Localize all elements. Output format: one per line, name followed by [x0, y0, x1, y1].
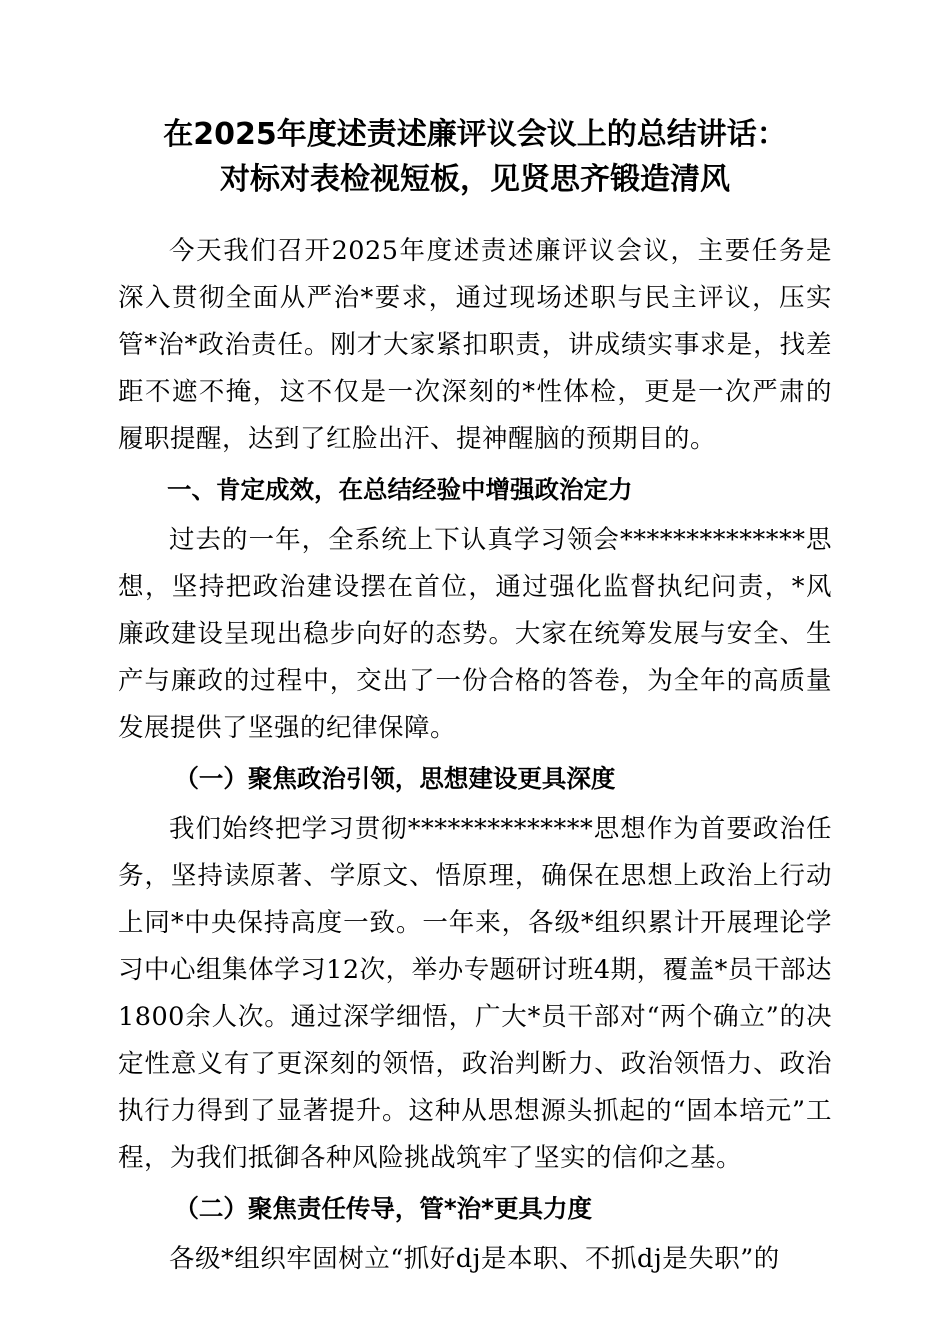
intro-paragraph: 今天我们召开2025年度述责述廉评议会议，主要任务是深入贯彻全面从严治*要求，通过现场述职与民主评议，压实管*治*政治责任。刚才大家紧扣职责，讲成绩实事求是，找差距不遮不掩，这不仅是一次深刻的*性体检，更是一次严肃的履职提醒，达到了红脸出汗、提神醒脑的预期目的。: [118, 236, 832, 454]
subsection-1-paragraph: 我们始终把学习贯彻**************思想作为首要政治任务，坚持读原著、学原文、悟原理，确保在思想上政治上行动上同*中央保持高度一致。一年来，各级*组织累计开展理论学习中心组集体学习12次，举办专题研讨班4期，覆盖*员干部达1800余人次。通过深学细悟，广大*员干部对“两个确立”的决定性意义有了更深刻的领悟，政治判断力、政治领悟力、政治执行力得到了显著提升。这种从思想源头抓起的“固本培元”工程，为我们抵御各种风险挑战筑牢了坚实的信仰之基。: [118, 814, 832, 1173]
subsection-2-paragraph: 各级*组织牢固树立“抓好dj是本职、不抓dj是失职”的: [169, 1244, 780, 1274]
document-page: [118, 112, 832, 1283]
subsection-2-heading: （二）聚焦责任传导，管*治*更具力度: [174, 1194, 592, 1223]
title-line-2: 对标对表检视短板，见贤思齐锻造清风: [220, 162, 730, 197]
section-1-heading: 一、肯定成效，在总结经验中增强政治定力: [167, 475, 633, 504]
document-title: [118, 112, 832, 202]
title-line-1: 在2025年度述责述廉评议会议上的总结讲话：: [163, 117, 787, 152]
section-1-paragraph: 过去的一年，全系统上下认真学习领会**************思想，坚持把政治建设摆在首位，通过强化监督执纪问责，*风廉政建设呈现出稳步向好的态势。大家在统筹发展与安全、生产与廉政的过程中，交出了一份合格的答卷，为全年的高质量发展提供了坚强的纪律保障。: [118, 525, 832, 743]
subsection-1-heading: （一）聚焦政治引领，思想建设更具深度: [174, 764, 616, 793]
